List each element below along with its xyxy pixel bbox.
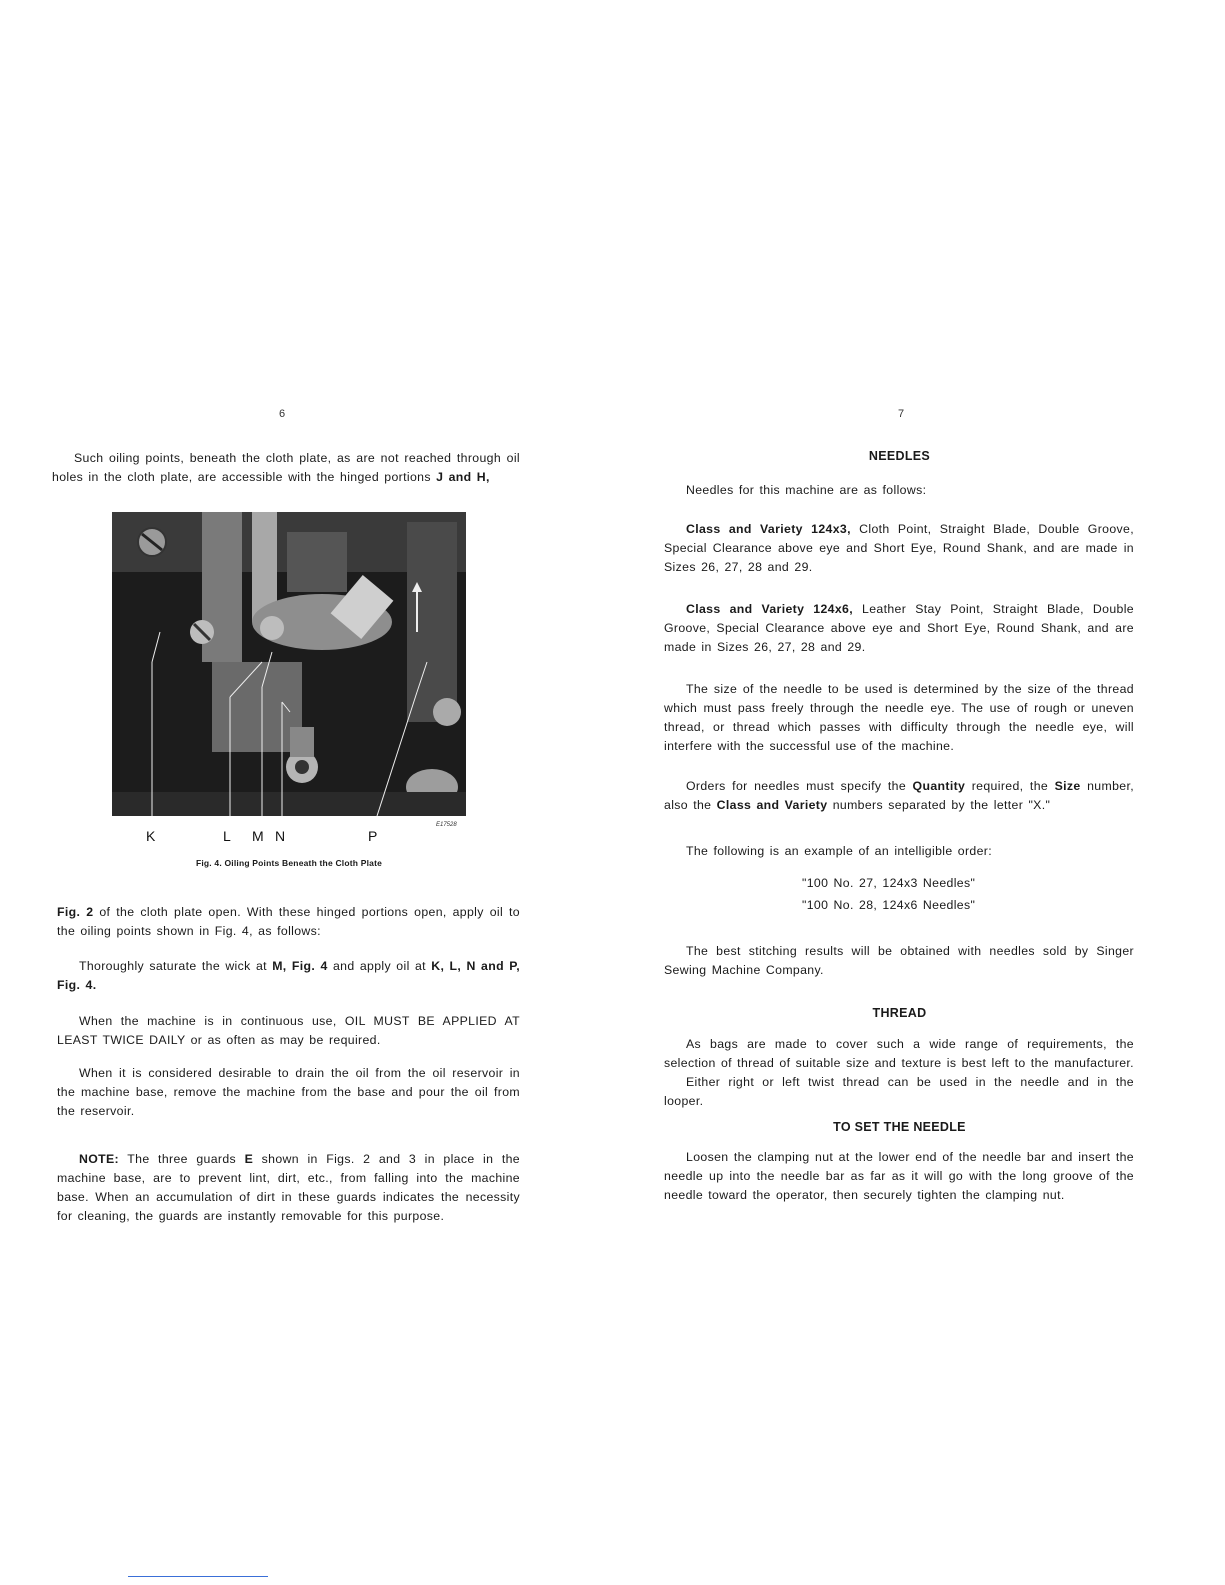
thread-paragraph: As bags are made to cover such a wide range of requirements, the selection of thread of suitable size and texture is best left to the manufacturer. xyxy=(664,1037,1134,1070)
example-intro: The following is an example of an intelligible order: xyxy=(686,844,993,858)
figure-label-k: K xyxy=(146,828,156,844)
heading-needles: NEEDLES xyxy=(868,449,931,463)
heading-thread: THREAD xyxy=(872,1006,927,1020)
example-order-2: "100 No. 28, 124x6 Needles" xyxy=(802,898,976,912)
needles-intro: Needles for this machine are as follows: xyxy=(686,483,927,497)
best-results-paragraph: The best stitching results will be obtained with needles sold by Singer Sewing Machine Company. xyxy=(664,944,1134,977)
figure-4-photo xyxy=(112,512,466,816)
set-needle-paragraph: Loosen the clamping nut at the lower end of the needle bar and insert the needle up into the needle bar as far as it will go with the long groove of the needle toward the operator, then securely tighten the clamping nut. xyxy=(664,1150,1134,1202)
paragraph-drain: When it is considered desirable to drain the oil from the oil reservoir in the machine base, remove the machine from the base and pour the oil from the reservoir. xyxy=(57,1066,520,1118)
paragraph-fig2: Fig. 2 of the cloth plate open. With these hinged portions open, apply oil to the oiling points shown in Fig. 4, as follows: xyxy=(57,905,520,938)
figure-reference-number: E17528 xyxy=(436,822,457,828)
figure-label-n: N xyxy=(275,828,286,844)
needle-size-paragraph: The size of the needle to be used is determined by the size of the thread which must pass freely through the needle eye. The use of rough or uneven thread, or thread which passes with difficulty through the needle eye, will interfere with the successful use of the machine. xyxy=(664,682,1134,753)
left-page xyxy=(0,0,612,1585)
paragraph-saturate: Thoroughly saturate the wick at M, Fig. 4 and apply oil at K, L, N and P, Fig. 4. xyxy=(57,959,520,992)
figure-caption: Fig. 4. Oiling Points Beneath the Cloth Plate xyxy=(195,858,383,868)
intro-paragraph: Such oiling points, beneath the cloth plate, as are not reached through oil holes in the cloth plate, are accessible with the hinged portions J and H, xyxy=(52,451,520,484)
paragraph-continuous-use: When the machine is in continuous use, OIL MUST BE APPLIED AT LEAST TWICE DAILY or as often as may be required. xyxy=(57,1014,520,1047)
page-number: 6 xyxy=(279,408,286,420)
thread-twist-paragraph: Either right or left twist thread can be used in the needle and in the looper. xyxy=(664,1075,1134,1108)
example-order-1: "100 No. 27, 124x3 Needles" xyxy=(802,876,976,890)
right-page xyxy=(612,0,1225,1585)
figure-label-l: L xyxy=(223,828,231,844)
orders-paragraph: Orders for needles must specify the Quantity required, the Size number, also the Class and Variety numbers separated by the letter "X." xyxy=(664,779,1134,812)
note-paragraph: NOTE: The three guards E shown in Figs. 2 and 3 in place in the machine base, are to prevent lint, dirt, etc., from falling into the machine base. When an accumulation of dirt in these guards indicates the necessity for cleaning, the guards are instantly removable for this purpose. xyxy=(57,1152,520,1223)
page-number: 7 xyxy=(898,408,905,420)
machine-photo-illustration xyxy=(112,512,466,816)
figure-label-p: P xyxy=(368,828,378,844)
figure-label-m: M xyxy=(252,828,264,844)
heading-set-needle: TO SET THE NEEDLE xyxy=(833,1120,966,1134)
class-124x6-paragraph: Class and Variety 124x6, Leather Stay Point, Straight Blade, Double Groove, Special Clearance above eye and Short Eye, Round Shank, and are made in Sizes 26, 27, 28 and 29. xyxy=(664,602,1134,654)
bottom-rule xyxy=(128,1576,268,1577)
class-124x3-paragraph: Class and Variety 124x3, Cloth Point, Straight Blade, Double Groove, Special Clearance above eye and Short Eye, Round Shank, and are made in Sizes 26, 27, 28 and 29. xyxy=(664,522,1134,574)
